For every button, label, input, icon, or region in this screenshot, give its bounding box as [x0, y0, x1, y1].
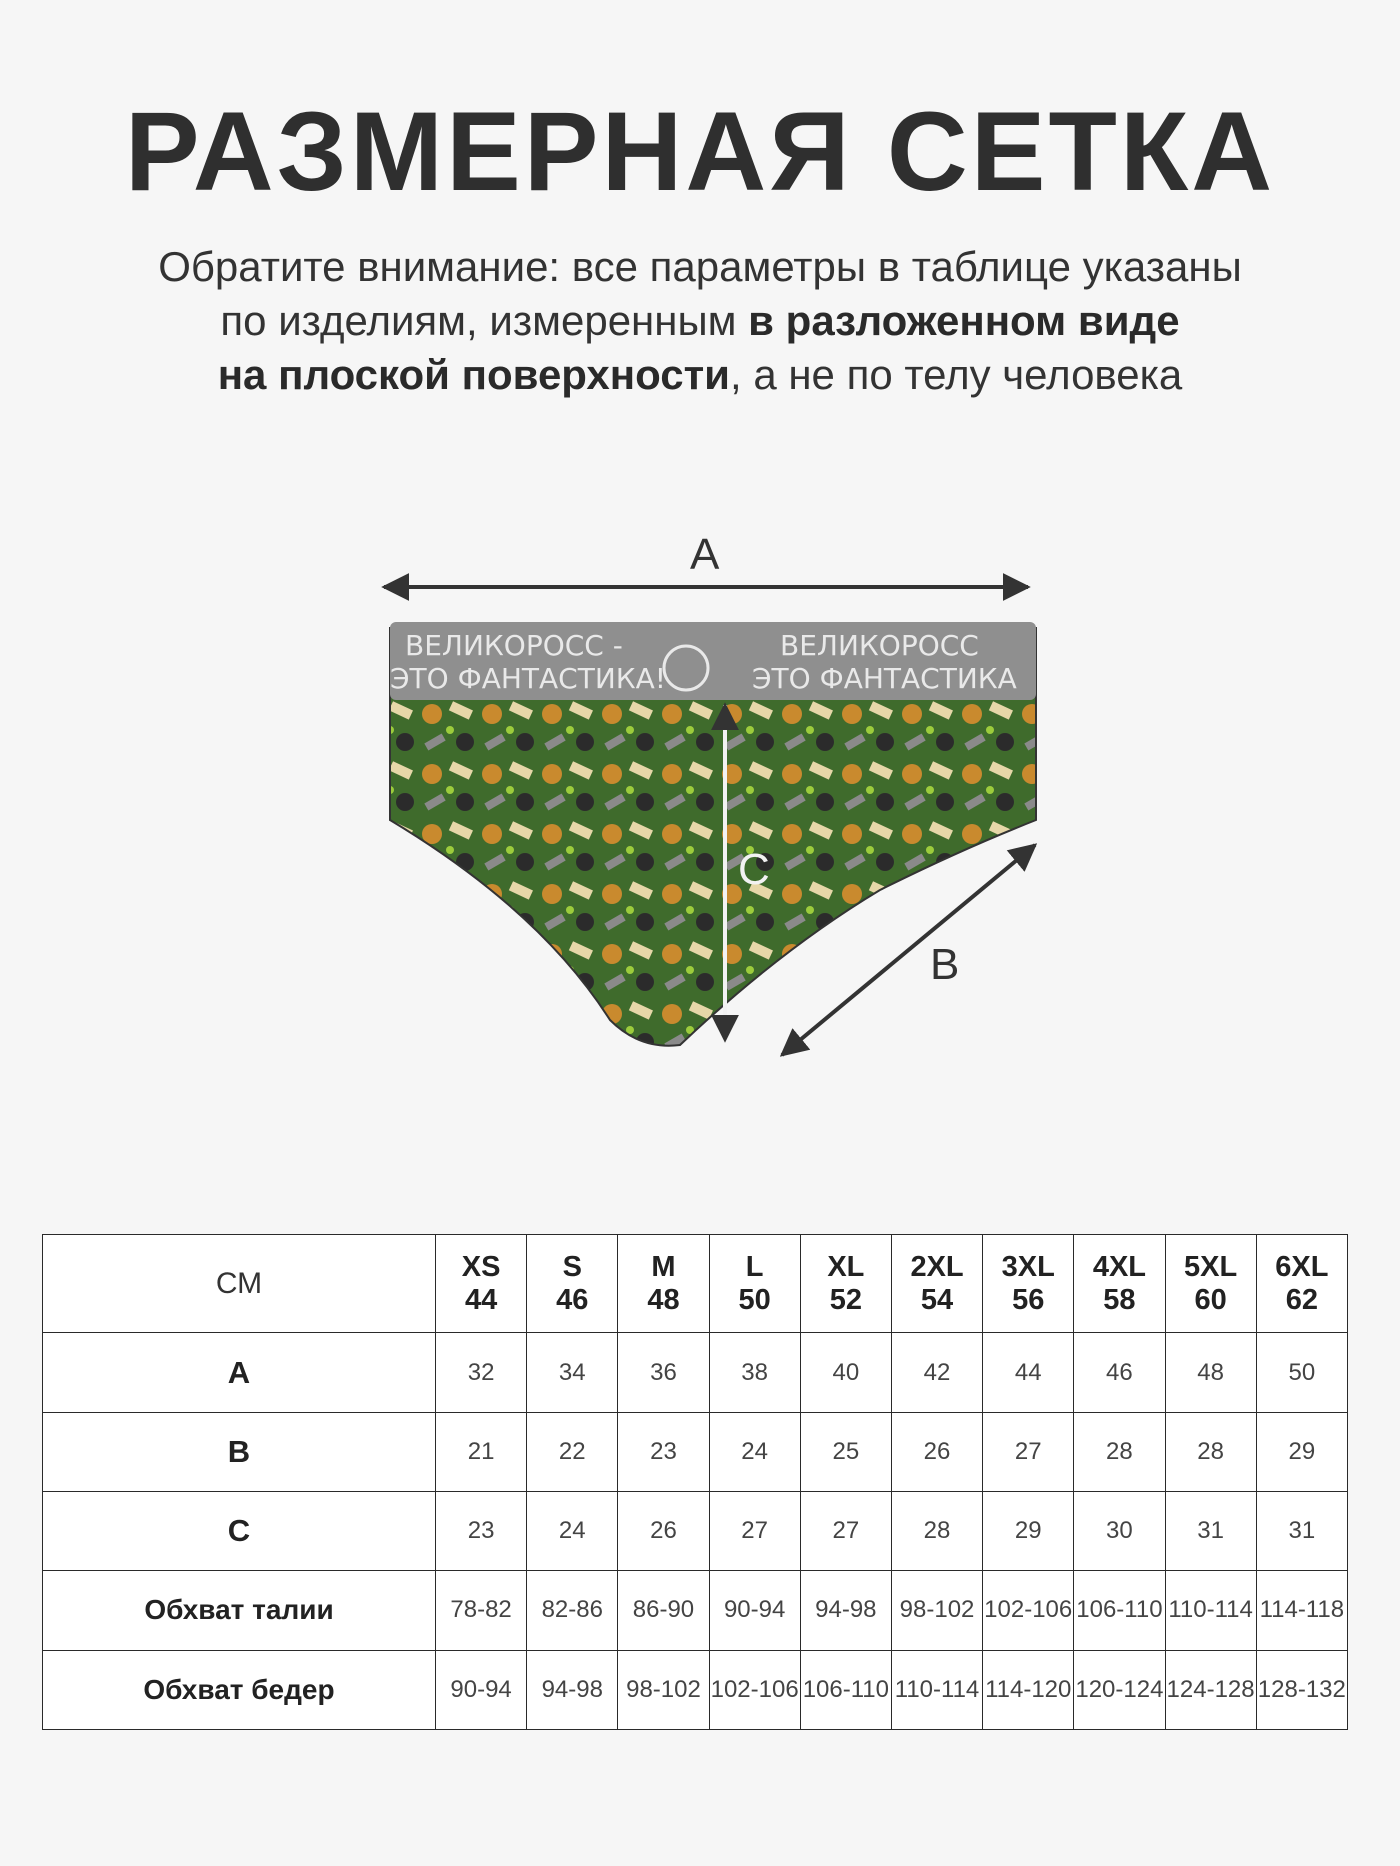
waistband-text-2: ЭТО ФАНТАСТИКА! [390, 662, 667, 695]
table-cell: 120-124 [1074, 1650, 1165, 1729]
size-number: 60 [1194, 1283, 1227, 1316]
table-cell: 24 [527, 1492, 618, 1571]
size-letter: 5XL [1184, 1250, 1238, 1283]
table-cell: 40 [800, 1333, 891, 1412]
note-line-2-bold: в разложенном виде [748, 297, 1180, 344]
table-cell: 90-94 [436, 1650, 527, 1729]
table-cell: 98-102 [891, 1571, 982, 1650]
table-row [43, 1492, 1348, 1571]
briefs-illustration [360, 520, 1060, 1080]
table-cell: 31 [1165, 1492, 1256, 1571]
table-cell: 32 [436, 1333, 527, 1412]
table-cell: 114-118 [1256, 1571, 1347, 1650]
note-line-2-normal: по изделиям, измеренным [220, 297, 749, 344]
table-cell: 27 [709, 1492, 800, 1571]
label-c: C [738, 845, 770, 894]
table-cell: 102-106 [983, 1571, 1074, 1650]
table-cell: 110-114 [1165, 1571, 1256, 1650]
table-cell: 21 [436, 1412, 527, 1491]
size-number: 44 [464, 1283, 498, 1316]
size-number: 54 [920, 1283, 954, 1316]
table-cell: 82-86 [527, 1571, 618, 1650]
measurement-note [0, 240, 1400, 402]
size-number: 46 [556, 1283, 589, 1316]
table-cell: 94-98 [527, 1650, 618, 1729]
table-row [43, 1571, 1348, 1650]
size-letter: 3XL [1001, 1250, 1055, 1283]
table-corner-unit: СМ [43, 1235, 436, 1333]
table-cell: 106-110 [1074, 1571, 1165, 1650]
table-header-row [43, 1235, 1348, 1333]
page-title: РАЗМЕРНАЯ СЕТКА [124, 89, 1276, 214]
note-line-1: Обратите внимание: все параметры в таблице указаны [158, 243, 1242, 290]
table-cell: 28 [891, 1492, 982, 1571]
table-cell: 28 [1074, 1412, 1165, 1491]
size-column-header [983, 1235, 1074, 1333]
size-letter: XL [827, 1250, 865, 1283]
table-cell: 124-128 [1165, 1650, 1256, 1729]
table-cell: 48 [1165, 1333, 1256, 1412]
table-cell: 50 [1256, 1333, 1347, 1412]
table-cell: 114-120 [983, 1650, 1074, 1729]
table-row [43, 1412, 1348, 1491]
table-cell: 86-90 [618, 1571, 709, 1650]
row-label: A [43, 1333, 436, 1412]
table-cell: 27 [800, 1492, 891, 1571]
row-label: Обхват талии [43, 1571, 436, 1650]
size-number: 50 [738, 1283, 771, 1316]
size-column-header [436, 1235, 527, 1333]
table-cell: 25 [800, 1412, 891, 1491]
row-label: C [43, 1492, 436, 1571]
size-letter: L [745, 1250, 764, 1283]
table-cell: 22 [527, 1412, 618, 1491]
table-row [43, 1650, 1348, 1729]
label-b: B [930, 940, 960, 989]
table-cell: 106-110 [800, 1650, 891, 1729]
table-cell: 102-106 [709, 1650, 800, 1729]
size-column-header [800, 1235, 891, 1333]
table-cell: 27 [983, 1412, 1074, 1491]
table-cell: 31 [1256, 1492, 1347, 1571]
table-cell: 30 [1074, 1492, 1165, 1571]
size-number: 58 [1103, 1283, 1136, 1316]
note-line-3-bold: на плоской поверхности [217, 351, 730, 398]
table-cell: 38 [709, 1333, 800, 1412]
table-cell: 23 [436, 1492, 527, 1571]
table-cell: 23 [618, 1412, 709, 1491]
table-cell: 98-102 [618, 1650, 709, 1729]
size-table [42, 1234, 1348, 1730]
row-label: B [43, 1412, 436, 1491]
table-cell: 110-114 [891, 1650, 982, 1729]
size-column-header [618, 1235, 709, 1333]
table-cell: 34 [527, 1333, 618, 1412]
briefs-diagram [360, 520, 1060, 1080]
table-cell: 26 [618, 1492, 709, 1571]
size-column-header [1074, 1235, 1165, 1333]
row-label: Обхват бедер [43, 1650, 436, 1729]
table-cell: 26 [891, 1412, 982, 1491]
table-cell: 36 [618, 1333, 709, 1412]
size-number: 62 [1285, 1283, 1318, 1316]
table-cell: 29 [1256, 1412, 1347, 1491]
size-letter: 4XL [1092, 1250, 1146, 1283]
size-column-header [527, 1235, 618, 1333]
size-number: 52 [829, 1283, 862, 1316]
size-column-header [1165, 1235, 1256, 1333]
waistband-text-1: ВЕЛИКОРОСС - [405, 629, 623, 662]
table-cell: 94-98 [800, 1571, 891, 1650]
table-cell: 128-132 [1256, 1650, 1347, 1729]
size-letter: 6XL [1275, 1250, 1329, 1283]
table-row [43, 1333, 1348, 1412]
size-number: 48 [647, 1283, 680, 1316]
label-a: A [690, 530, 720, 579]
note-line-2 [0, 294, 1400, 348]
table-cell: 78-82 [436, 1571, 527, 1650]
table-cell: 28 [1165, 1412, 1256, 1491]
waistband-text-4: ЭТО ФАНТАСТИКА [752, 662, 1017, 695]
size-number: 56 [1012, 1283, 1045, 1316]
table-cell: 24 [709, 1412, 800, 1491]
size-letter: 2XL [910, 1250, 964, 1283]
size-column-header [1256, 1235, 1347, 1333]
table-cell: 42 [891, 1333, 982, 1412]
size-letter: S [562, 1250, 582, 1283]
waistband-text-3: ВЕЛИКОРОСС [780, 629, 979, 662]
note-line-3 [0, 348, 1400, 402]
size-letter: M [651, 1250, 676, 1283]
table-cell: 44 [983, 1333, 1074, 1412]
table-cell: 29 [983, 1492, 1074, 1571]
table-cell: 90-94 [709, 1571, 800, 1650]
size-letter: XS [461, 1250, 501, 1283]
table-cell: 46 [1074, 1333, 1165, 1412]
note-line-3-normal: , а не по телу человека [729, 351, 1183, 398]
size-column-header [891, 1235, 982, 1333]
size-column-header [709, 1235, 800, 1333]
